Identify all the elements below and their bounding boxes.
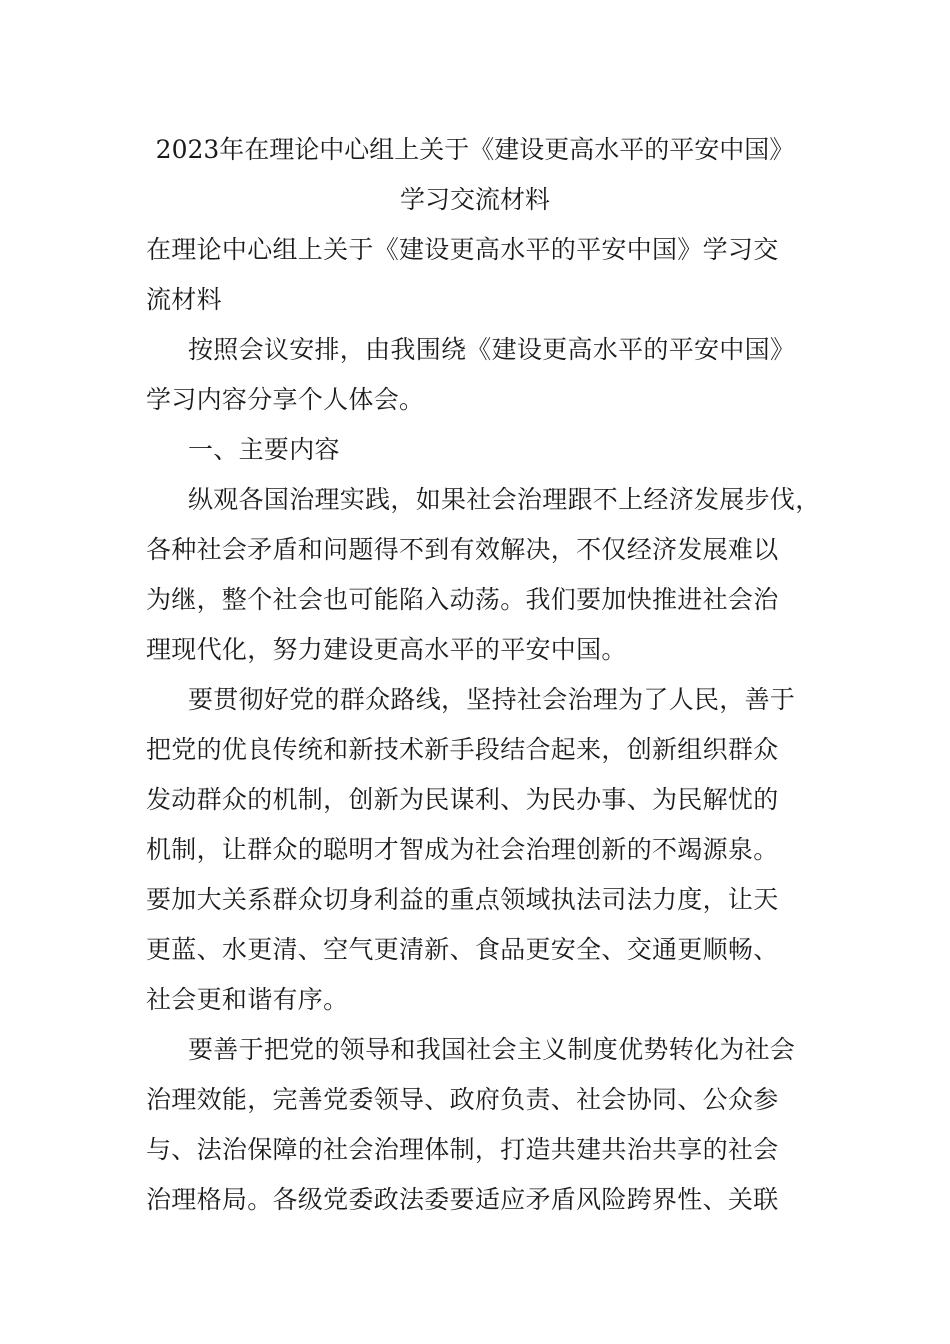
paragraph-line: 机制，让群众的聪明才智成为社会治理创新的不竭源泉。 <box>146 835 779 864</box>
paragraph-line: 要善于把党的领导和我国社会主义制度优势转化为社会 <box>188 1035 796 1064</box>
paragraph-line: 理现代化，努力建设更高水平的平安中国。 <box>146 635 627 664</box>
paragraph-line: 更蓝、水更清、空气更清新、食品更安全、交通更顺畅、 <box>146 935 779 964</box>
paragraph-line: 把党的优良传统和新技术新手段结合起来，创新组织群众 <box>146 735 779 764</box>
paragraph-line: 为继，整个社会也可能陷入动荡。我们要加快推进社会治 <box>146 585 779 614</box>
paragraph-line: 纵观各国治理实践，如果社会治理跟不上经济发展步伐， <box>188 485 821 514</box>
paragraph-line: 发动群众的机制，创新为民谋利、为民办事、为民解忧的 <box>146 785 779 814</box>
paragraph-line: 各种社会矛盾和问题得不到有效解决，不仅经济发展难以 <box>146 535 779 564</box>
paragraph-line: 要加大关系群众切身利益的重点领域执法司法力度，让天 <box>146 885 779 914</box>
paragraph-line: 社会更和谐有序。 <box>146 985 349 1014</box>
paragraph-line: 学习内容分享个人体会。 <box>146 385 425 414</box>
document-title-line-2: 学习交流材料 <box>399 185 550 214</box>
document-title-line-1: 2023年在理论中心组上关于《建设更高水平的平安中国》 <box>155 135 795 164</box>
paragraph-line: 治理效能，完善党委领导、政府负责、社会协同、公众参 <box>146 1085 779 1114</box>
paragraph-line: 按照会议安排，由我围绕《建设更高水平的平安中国》 <box>188 335 796 364</box>
subtitle-line-2: 流材料 <box>146 285 222 314</box>
paragraph-line: 与、法治保障的社会治理体制，打造共建共治共享的社会 <box>146 1135 779 1164</box>
section-heading: 一、主要内容 <box>188 435 340 464</box>
subtitle-line-1: 在理论中心组上关于《建设更高水平的平安中国》学习交 <box>146 235 779 264</box>
paragraph-line: 治理格局。各级党委政法委要适应矛盾风险跨界性、关联 <box>146 1185 779 1214</box>
paragraph-line: 要贯彻好党的群众路线，坚持社会治理为了人民，善于 <box>188 685 796 714</box>
